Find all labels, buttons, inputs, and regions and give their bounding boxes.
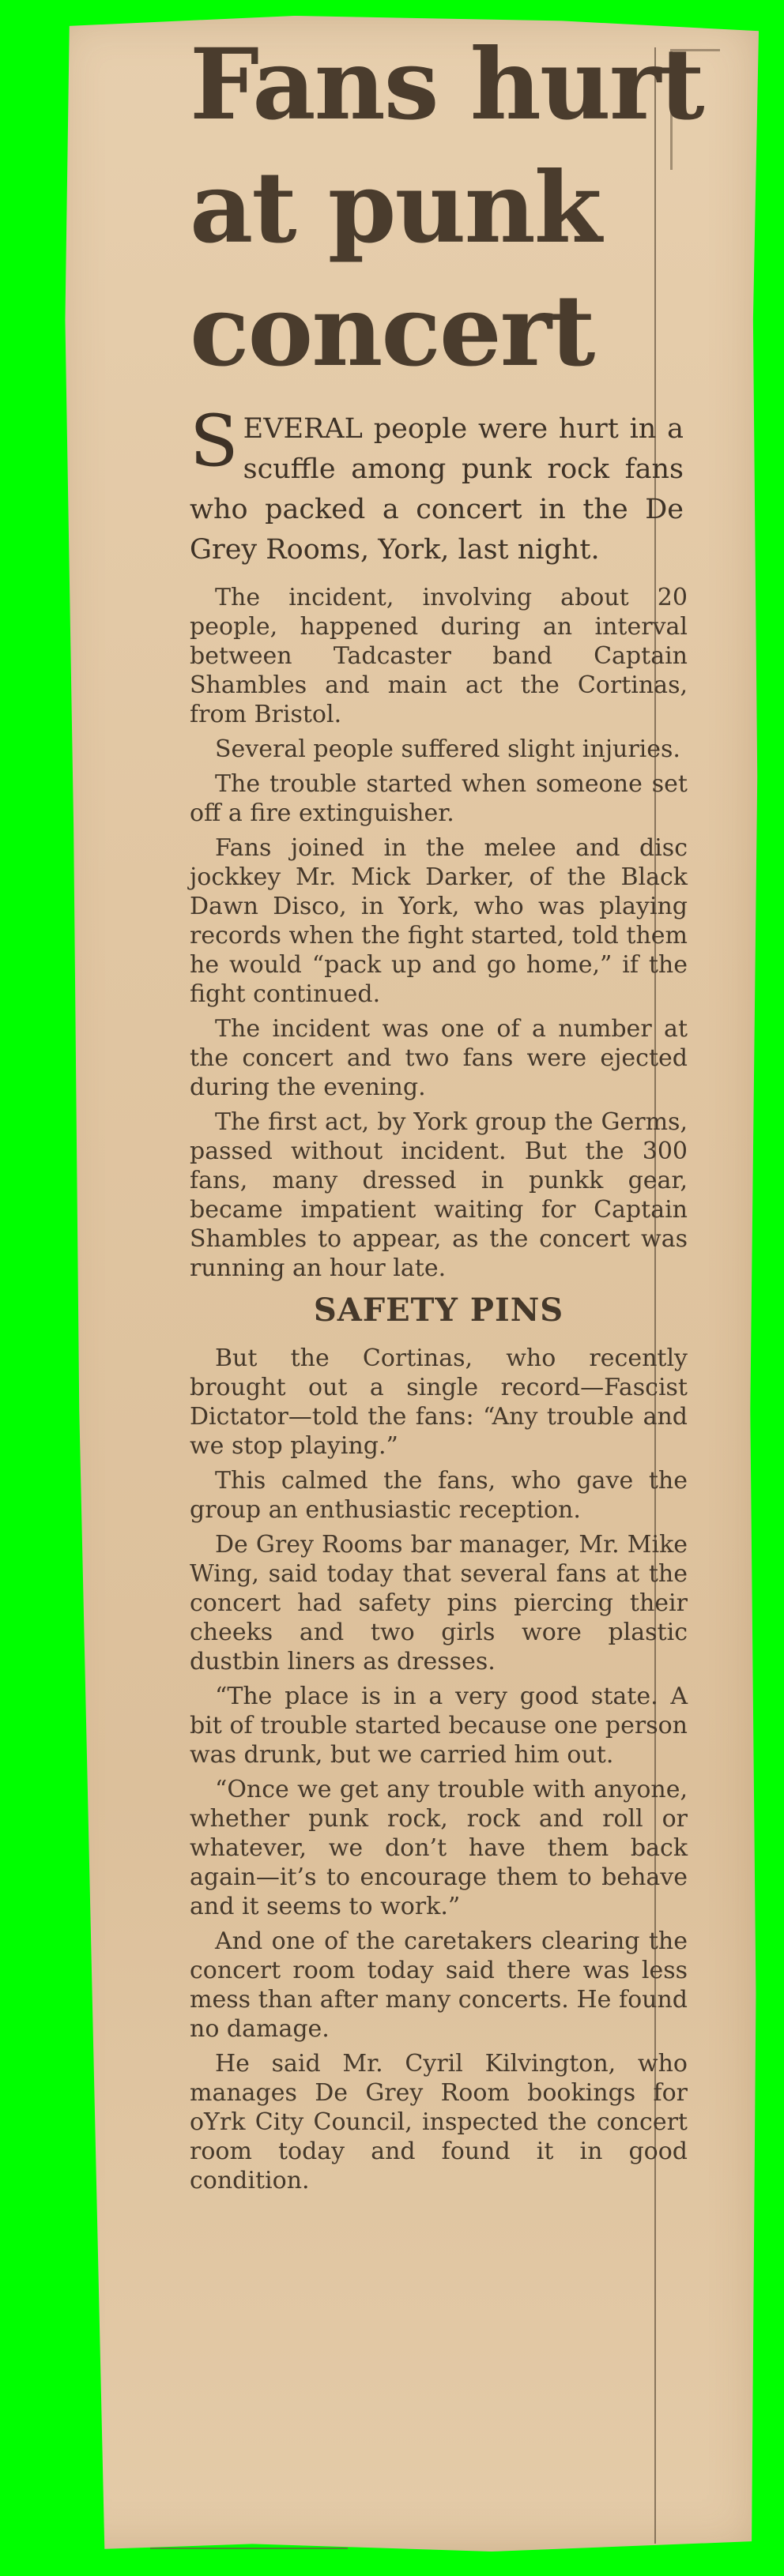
body-paragraph: The first act, by York group the Germs, passed without incident. But the 300 fans, many dressed in punkk gear, became impatient waiting for Captain Shambles to appear, as the concert was running an hour late. <box>190 1108 688 1282</box>
body-paragraph: The incident, involving about 20 people, happened during an interval between Tadcaster band Captain Shambles and main act the Cortinas, from Bristol. <box>190 584 688 728</box>
body-paragraph: Fans joined in the melee and disc jockkey Mr. Mick Darker, of the Black Dawn Disco, in York, who was playing records when the fight started, told them he would “pack up and go home,” if the fight continued. <box>190 834 688 1008</box>
body-paragraph: He said Mr. Cyril Kilvington, who manages De Grey Room bookings for oYrk City Council, inspected the concert room today and found it in good condition. <box>190 2050 688 2194</box>
body-paragraph: The incident was one of a number at the concert and two fans were ejected during the evening. <box>190 1015 688 1101</box>
subheading: SAFETY PINS <box>313 1292 564 1329</box>
drop-cap: S <box>190 400 239 483</box>
body-part-2 <box>190 1344 688 2195</box>
lead-text: EVERAL people were hurt in a scuffle among punk rock fans who packed a concert in the De Grey Rooms, York, last night. <box>190 413 684 566</box>
body-paragraph: But the Cortinas, who recently brought out a single record—Fascist Dictator—told the fans: “Any trouble and we stop playing.” <box>190 1344 688 1460</box>
body-paragraph: “Once we get any trouble with anyone, whether punk rock, rock and roll or whatever, we don’t have them back again—it’s to encourage them to behave and it seems to work.” <box>190 1776 688 1920</box>
headline-line-1: Fans hurt <box>190 28 703 142</box>
headline-line-2: at punk <box>190 151 601 265</box>
body-part-1 <box>190 583 688 1283</box>
body-paragraph: And one of the caretakers clearing the concert room today said there was less mess than after many concerts. He found no damage. <box>190 1927 688 2043</box>
body-paragraph: “The place is in a very good state. A bit of trouble started because one person was drunk, but we carried him out. <box>190 1683 688 1769</box>
body-paragraph: Several people suffered slight injuries. <box>215 735 680 763</box>
body-paragraph: The trouble started when someone set off a fire extinguisher. <box>190 770 688 827</box>
headline <box>190 24 703 393</box>
body-paragraph: This calmed the fans, who gave the group an enthusiastic reception. <box>190 1467 688 1524</box>
end-rule <box>150 2548 348 2549</box>
body-paragraph: De Grey Rooms bar manager, Mr. Mike Wing, said today that several fans at the concert had safety pins piercing their cheeks and two girls wore plastic dustbin liners as dresses. <box>190 1531 688 1675</box>
article <box>190 24 703 2201</box>
lead-paragraph <box>190 400 684 570</box>
headline-line-3: concert <box>190 274 594 389</box>
